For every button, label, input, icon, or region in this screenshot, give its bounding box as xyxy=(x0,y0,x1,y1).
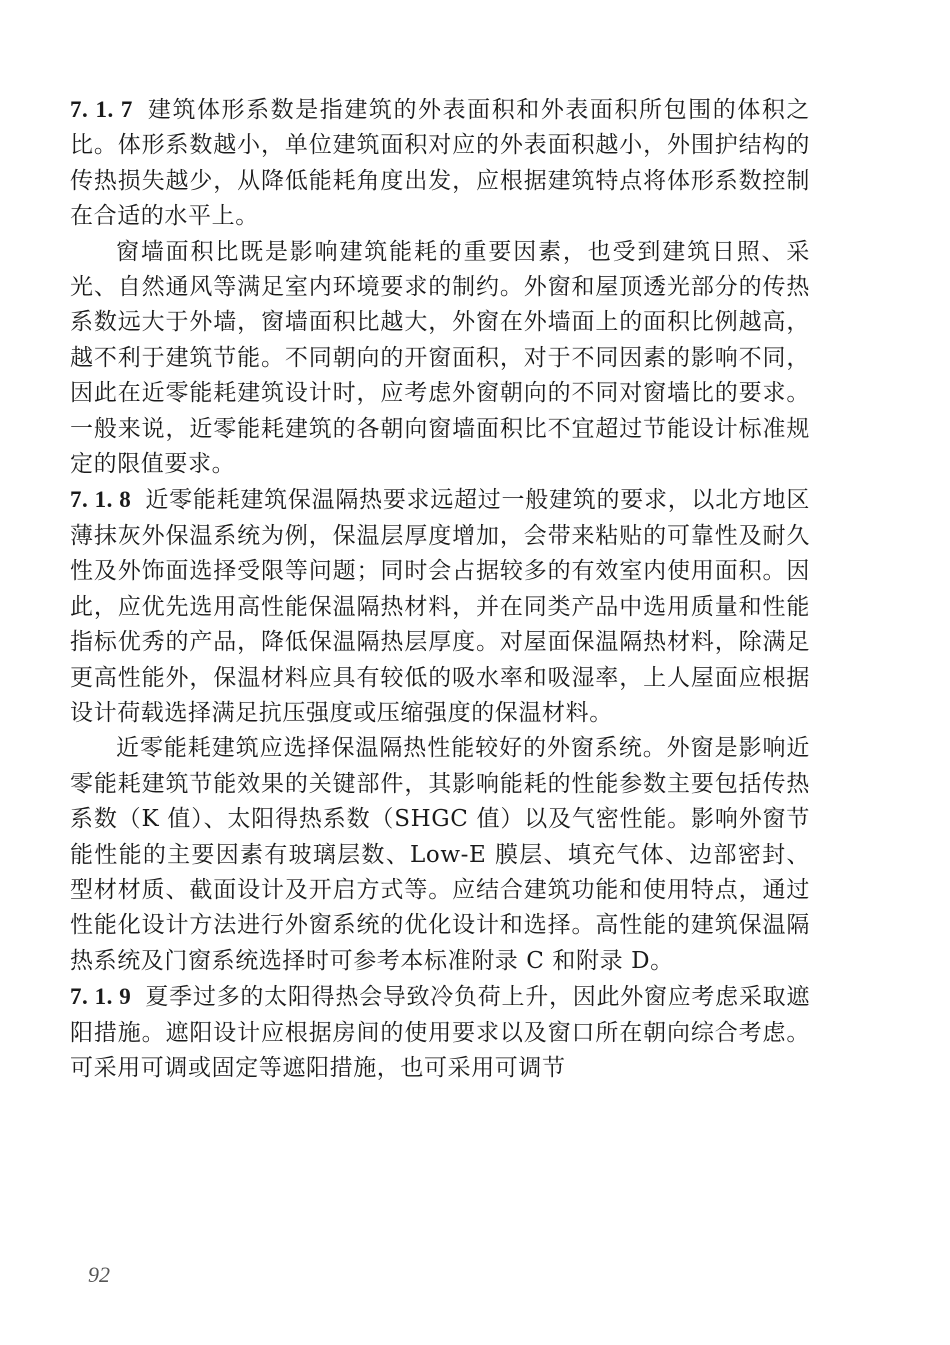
page-number: 92 xyxy=(88,1262,110,1287)
document-body xyxy=(70,92,810,1086)
clause-7-1-8-paragraph-1 xyxy=(70,482,810,731)
clause-number: 7. 1. 8 xyxy=(70,487,132,513)
clause-7-1-9-paragraph-1 xyxy=(70,979,810,1086)
clause-number: 7. 1. 7 xyxy=(70,97,133,122)
clause-7-1-7-paragraph-2: 窗墙面积比既是影响建筑能耗的重要因素，也受到建筑日照、采光、自然通风等满足室内环境要求的制约。外窗和屋顶透光部分的传热系数远大于外墙，窗墙面积比越大，外窗在外墙面上的面积比例越高，越不利于建筑节能。不同朝向的开窗面积，对于不同因素的影响不同，因此在近零能耗建筑设计时，应考虑外窗朝向的不同对窗墙比的要求。一般来说，近零能耗建筑的各朝向窗墙面积比不宜超过节能设计标准规定的限值要求。 xyxy=(70,238,810,478)
clause-text: 建筑体形系数是指建筑的外表面积和外表面积所包围的体积之比。体形系数越小，单位建筑面积对应的外表面积越小，外围护结构的传热损失越少，从降低能耗角度出发，应根据建筑特点将体形系数控制在合适的水平上。 xyxy=(70,97,811,230)
clause-number: 7. 1. 9 xyxy=(70,984,132,1010)
clause-text: 近零能耗建筑保温隔热要求远超过一般建筑的要求，以北方地区薄抹灰外保温系统为例，保温层厚度增加，会带来粘贴的可靠性及耐久性及外饰面选择受限等问题；同时会占据较多的有效室内使用面积。因此，应优先选用高性能保温隔热材料，并在同类产品中选用质量和性能指标优秀的产品，降低保温隔热层厚度。对屋面保温隔热材料，除满足更高性能外，保温材料应具有较低的吸水率和吸湿率，上人屋面应根据设计荷载选择满足抗压强度或压缩强度的保温材料。 xyxy=(70,487,810,726)
clause-7-1-7-paragraph-1 xyxy=(70,92,810,235)
clause-7-1-8-paragraph-2: 近零能耗建筑应选择保温隔热性能较好的外窗系统。外窗是影响近零能耗建筑节能效果的关键部件，其影响能耗的性能参数主要包括传热系数（K 值）、太阳得热系数（SHGC 值）以及气密性能。影响外窗节能性能的主要因素有玻璃层数、Low-E 膜层、填充气体、边部密封、型材材质、截面设计及开启方式等。应结合建筑功能和使用特点，通过性能化设计方法进行外窗系统的优化设计和选择。高性能的建筑保温隔热系统及门窗系统选择时可参考本标准附录 C 和附录 D。 xyxy=(70,735,810,974)
clause-text: 夏季过多的太阳得热会导致冷负荷上升，因此外窗应考虑采取遮阳措施。遮阳设计应根据房间的使用要求以及窗口所在朝向综合考虑。可采用可调或固定等遮阳措施，也可采用可调节 xyxy=(70,984,810,1081)
